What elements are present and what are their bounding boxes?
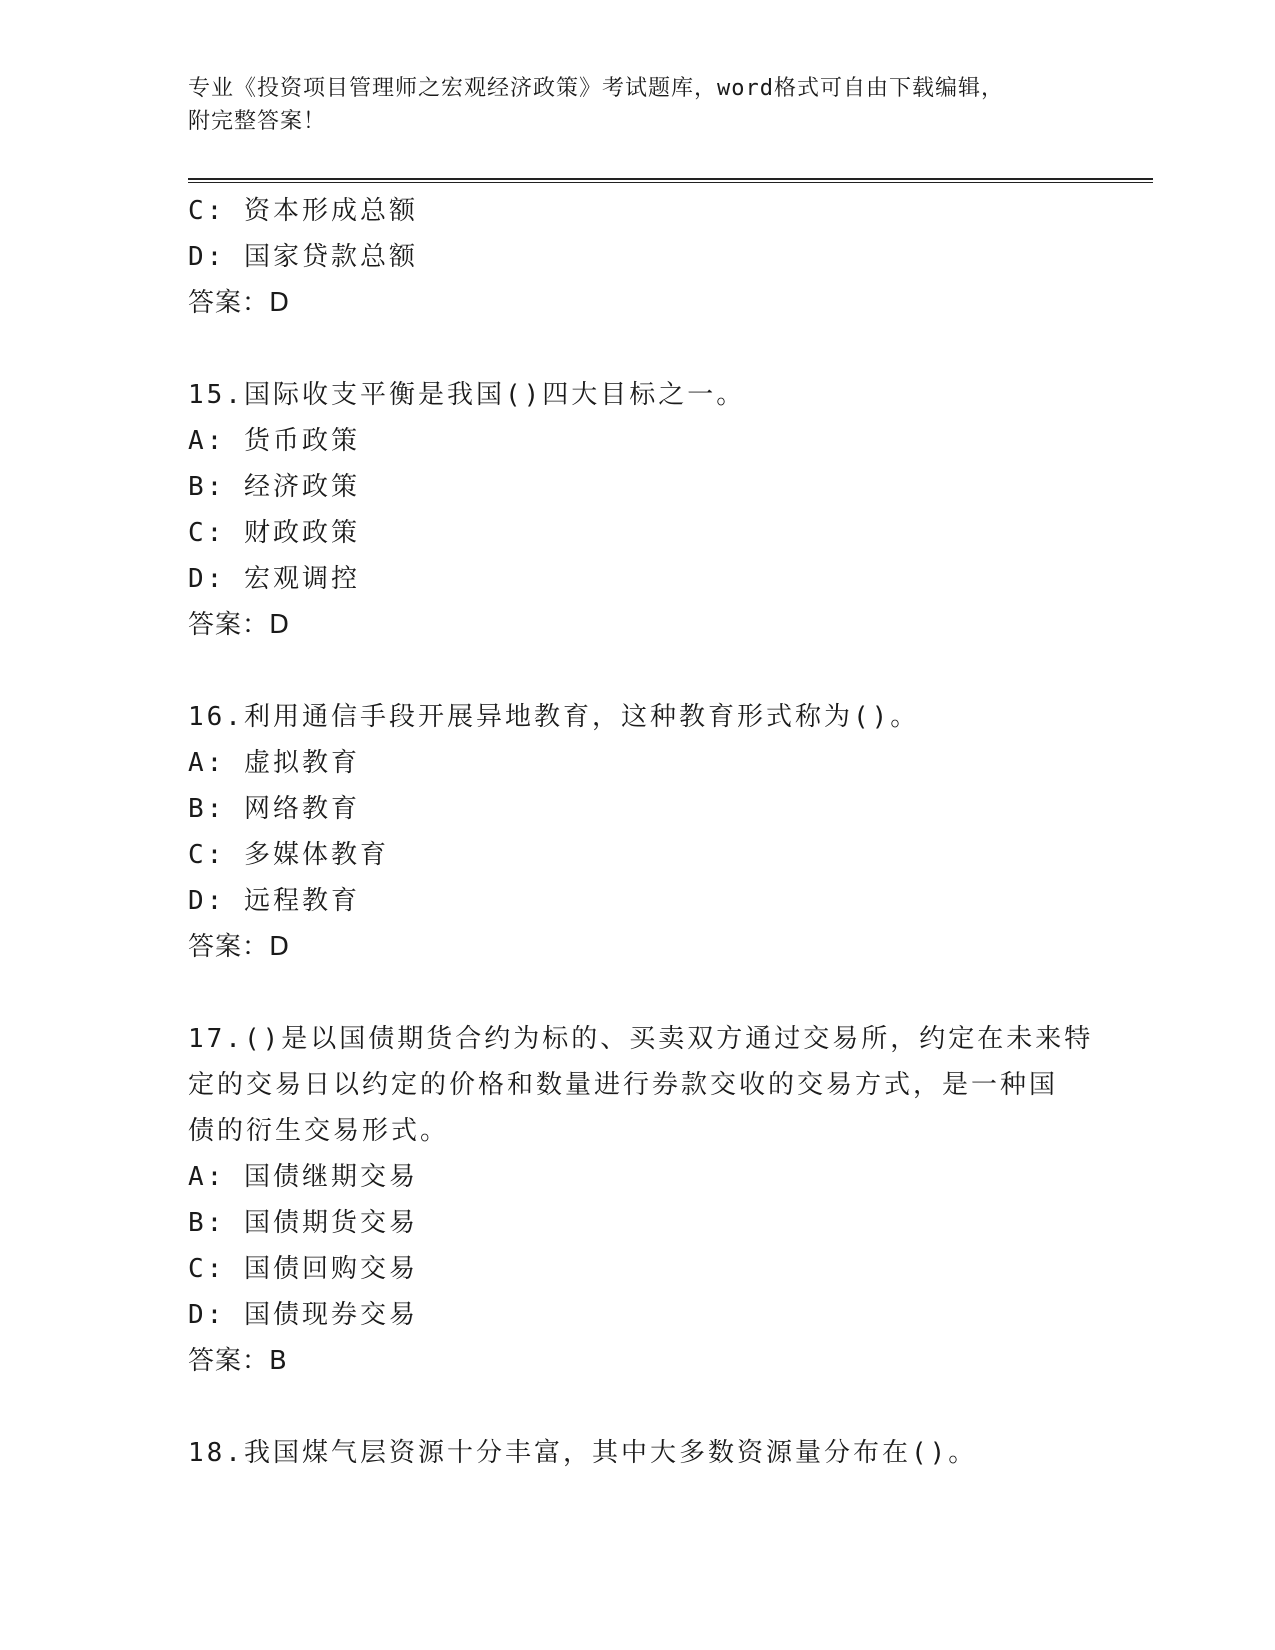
question-17	[188, 1016, 1094, 1384]
question-18	[188, 1430, 1088, 1476]
question-text: 15.国际收支平衡是我国()四大目标之一。	[188, 380, 746, 410]
document-header	[188, 72, 1088, 138]
option-c: C: 资本形成总额	[188, 196, 418, 226]
header-divider	[188, 178, 1153, 184]
option-a: A: 国债继期交易	[188, 1162, 418, 1192]
question-text-line-1: 17.()是以国债期货合约为标的、买卖双方通过交易所，约定在未来特	[188, 1024, 1094, 1054]
question-text: 18.我国煤气层资源十分丰富，其中大多数资源量分布在()。	[188, 1438, 978, 1468]
option-d: D: 国债现券交易	[188, 1300, 418, 1330]
option-b: B: 经济政策	[188, 472, 360, 502]
question-text-line-2: 定的交易日以约定的价格和数量进行券款交收的交易方式，是一种国	[188, 1070, 1059, 1100]
option-d: D: 远程教育	[188, 886, 360, 916]
option-d: D: 宏观调控	[188, 564, 360, 594]
option-b: B: 国债期货交易	[188, 1208, 418, 1238]
continued-question	[188, 188, 1088, 326]
header-line-1: 专业《投资项目管理师之宏观经济政策》考试题库，word格式可自由下载编辑，	[188, 76, 1004, 101]
option-c: C: 国债回购交易	[188, 1254, 418, 1284]
answer: 答案：B	[188, 1346, 288, 1376]
question-list	[188, 188, 1094, 1476]
option-c: C: 财政政策	[188, 518, 360, 548]
answer: 答案：D	[188, 288, 291, 318]
option-a: A: 货币政策	[188, 426, 360, 456]
question-text-line-3: 债的衍生交易形式。	[188, 1116, 450, 1146]
answer: 答案：D	[188, 932, 291, 962]
question-text: 16.利用通信手段开展异地教育，这种教育形式称为()。	[188, 702, 920, 732]
question-16	[188, 694, 1088, 970]
header-line-2: 附完整答案！	[188, 109, 327, 134]
option-a: A: 虚拟教育	[188, 748, 360, 778]
answer: 答案：D	[188, 610, 291, 640]
option-b: B: 网络教育	[188, 794, 360, 824]
option-c: C: 多媒体教育	[188, 840, 389, 870]
option-d: D: 国家贷款总额	[188, 242, 418, 272]
question-15	[188, 372, 1088, 648]
